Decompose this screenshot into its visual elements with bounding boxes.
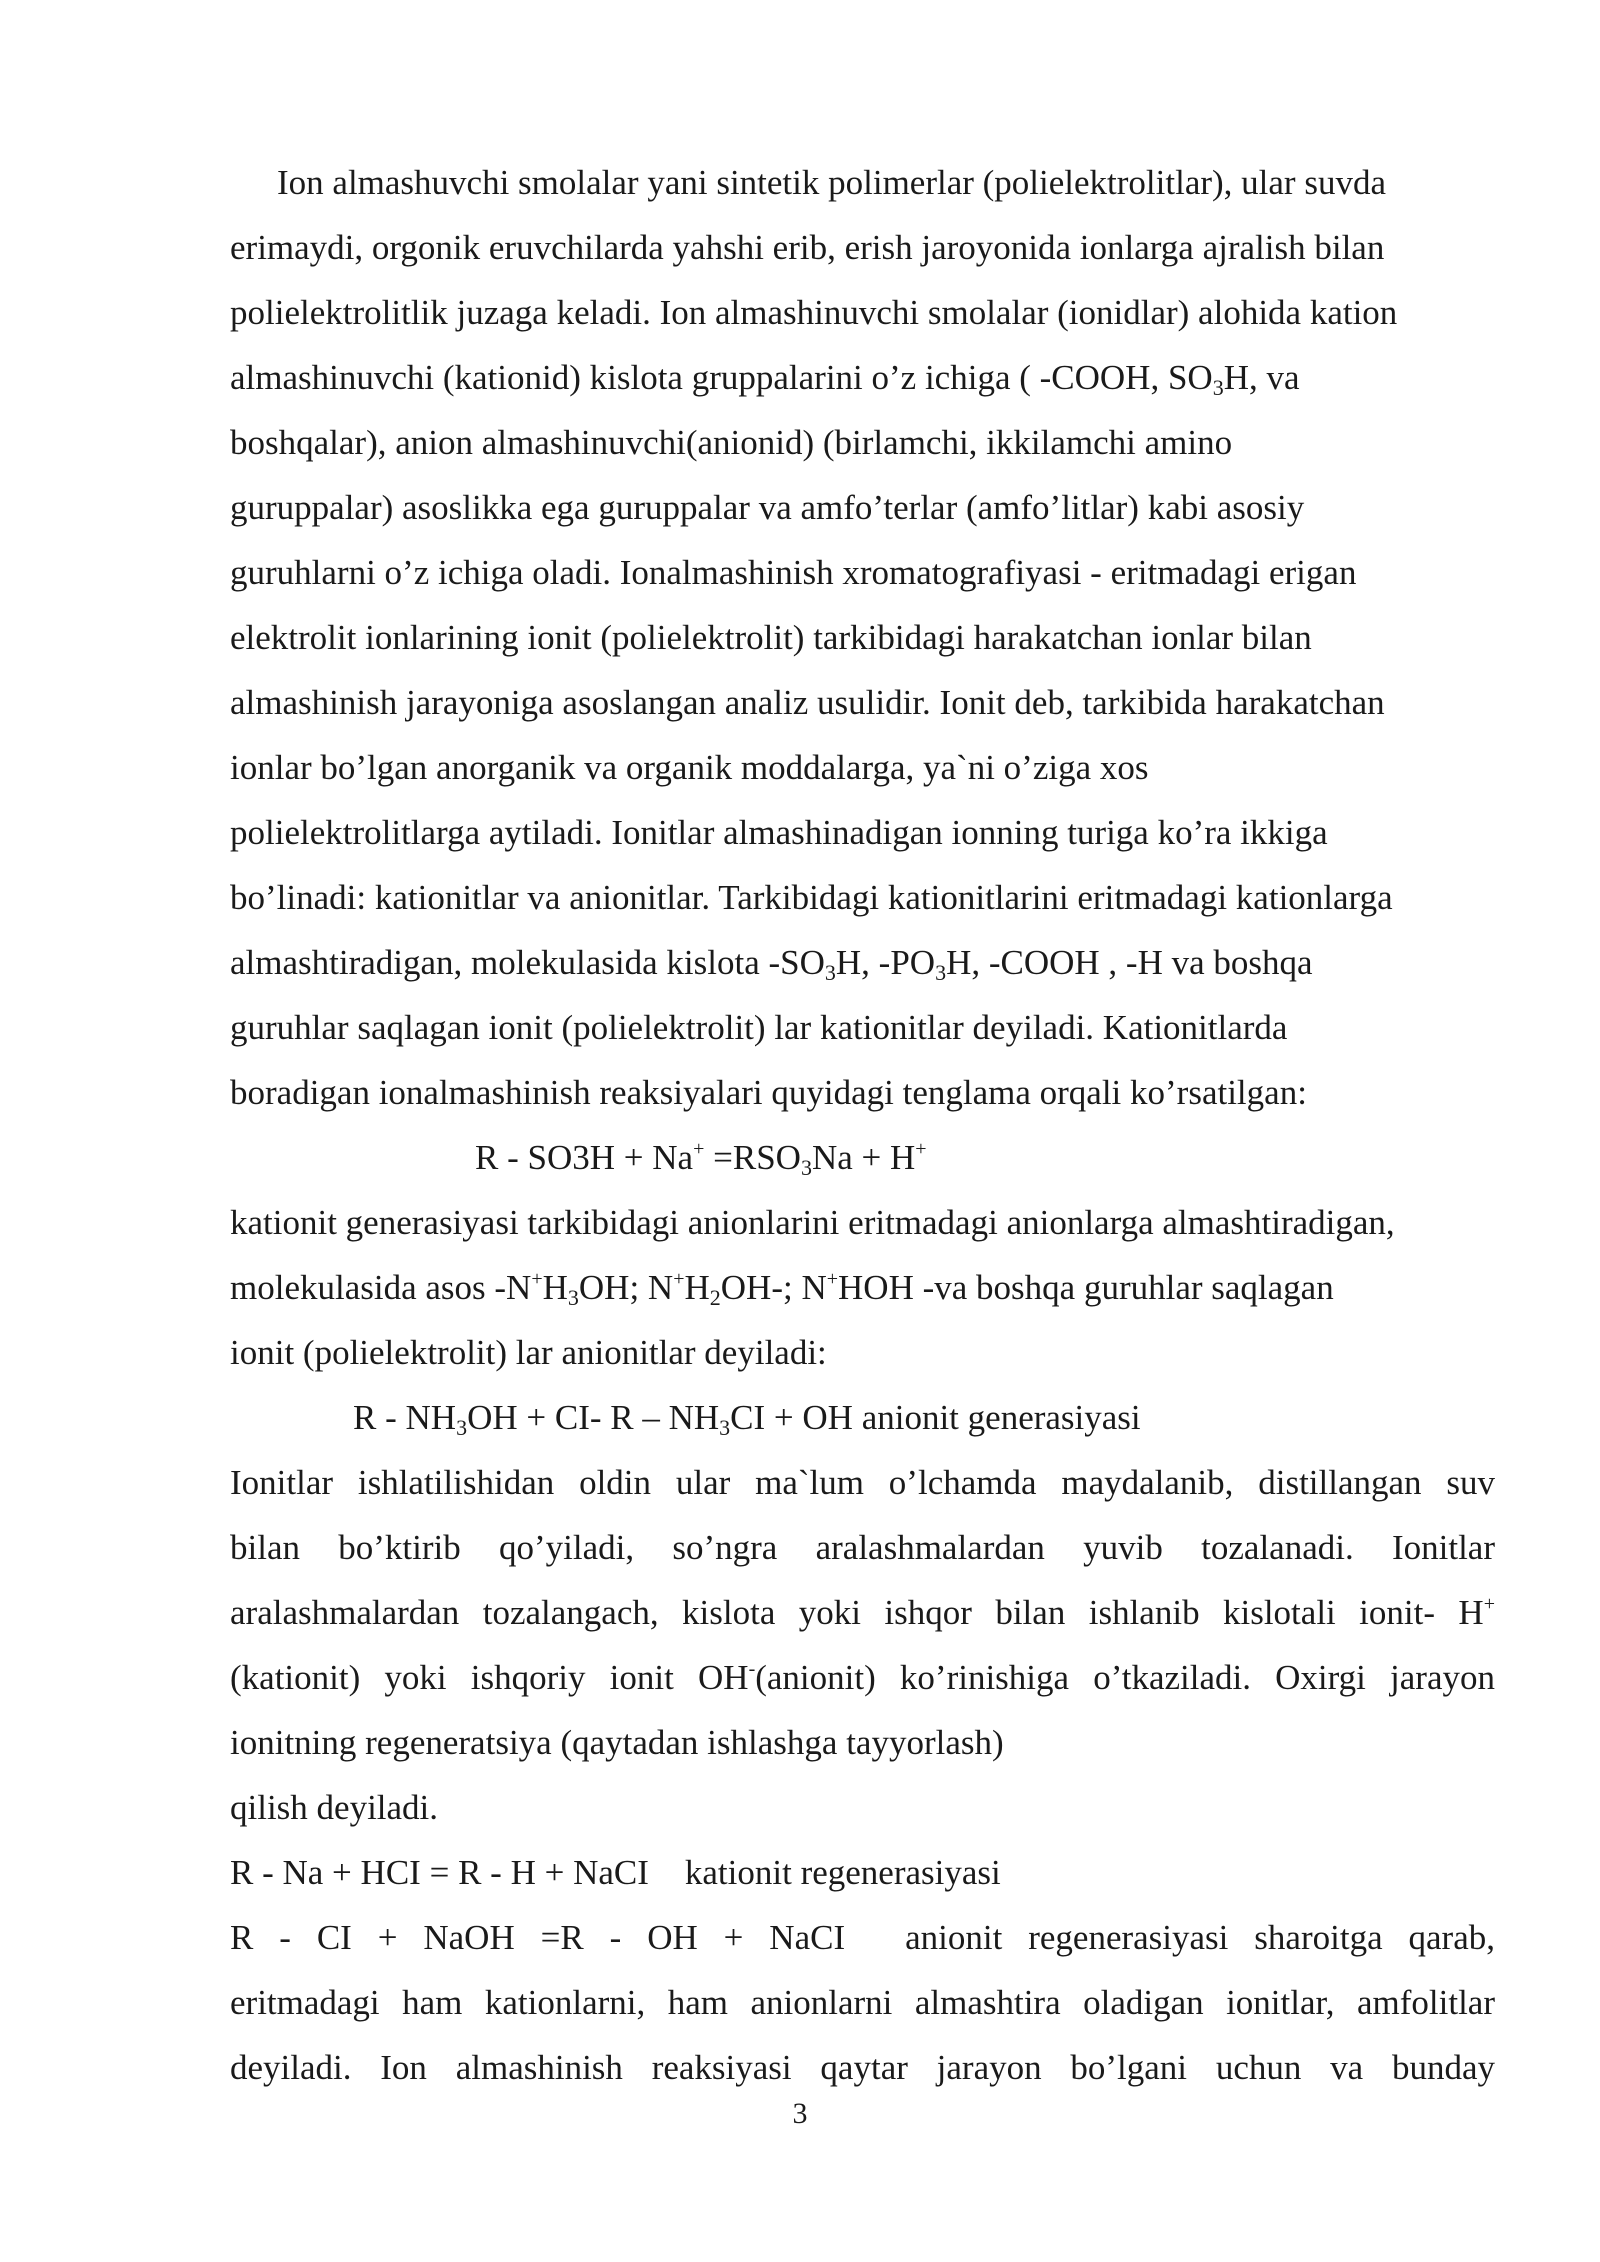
paragraph-line: almashtiradigan, molekulasida kislota $-SO_3H$, $-PO_3H$, -COOH , -H va boshqa — [230, 943, 1313, 985]
paragraph-line: eritmadagi ham kationlarni, ham anionlarni almashtira oladigan ionitlar, amfolitlar — [230, 1983, 1495, 2022]
body-text — [230, 150, 1495, 2100]
paragraph-line: aralashmalardan tozalangach, kislota yoki ishqor bilan ishlanib kislotali ionit- H+ — [230, 1593, 1495, 1632]
paragraph-line: bo’linadi: kationitlar va anionitlar. Tarkibidagi kationitlarini eritmadagi kationlarga — [230, 878, 1393, 917]
equation-kationit-generation: $R - SO3H + Na^+ =RSO_3Na + H^+$ — [475, 1138, 927, 1180]
paragraph-line: guruhlarni o’z ichiga oladi. Ionalmashinish xromatografiyasi - eritmadagi erigan — [230, 553, 1357, 592]
paragraph-line: molekulasida asos $-N^+H_3OH$; $N^+H_2OH-$; N+HOH -va boshqa guruhlar saqlagan — [230, 1268, 1334, 1310]
paragraph-line: ionitning regeneratsiya (qaytadan ishlashga tayyorlash) — [230, 1723, 1004, 1762]
paragraph-line: boshqalar), anion almashinuvchi(anionid) (birlamchi, ikkilamchi amino — [230, 423, 1233, 462]
paragraph-line: deyiladi. Ion almashinish reaksiyasi qaytar jarayon bo’lgani uchun va bunday — [230, 2048, 1495, 2087]
equation-anionit-generation: $R - NH_3OH + CI-$ R – $NH_3CI$ + OH anionit generasiyasi — [353, 1398, 1141, 1440]
paragraph-line: polielektrolitlarga aytiladi. Ionitlar almashinadigan ionning turiga ko’ra ikkiga — [230, 813, 1328, 852]
paragraph-line: kationit generasiyasi tarkibidagi anionlarini eritmadagi anionlarga almashtiradigan, — [230, 1203, 1395, 1242]
paragraph-line: guruhlar saqlagan ionit (polielektrolit) lar kationitlar deyiladi. Kationitlarda — [230, 1008, 1288, 1047]
paragraph-line: Ion almashuvchi smolalar yani sintetik polimerlar (polielektrolitlar), ular suvda — [277, 163, 1386, 202]
paragraph-line: qilish deyiladi. — [230, 1788, 439, 1827]
paragraph-line: elektrolit ionlarining ionit (polielektrolit) tarkibidagi harakatchan ionlar bilan — [230, 618, 1312, 657]
paragraph-line: almashinish jarayoniga asoslangan analiz usulidir. Ionit deb, tarkibida harakatchan — [230, 683, 1385, 722]
paragraph-line: bilan bo’ktirib qo’yiladi, so’ngra aralashmalardan yuvib tozalanadi. Ionitlar — [230, 1528, 1495, 1567]
paragraph-line: ionlar bo’lgan anorganik va organik moddalarga, ya`ni o’ziga xos — [230, 748, 1149, 787]
paragraph-line: guruppalar) asoslikka ega guruppalar va amfo’terlar (amfo’litlar) kabi asosiy — [230, 488, 1305, 527]
page-number: 3 — [792, 2097, 808, 2130]
paragraph-line: erimaydi, orgonik eruvchilarda yahshi erib, erish jaroyonida ionlarga ajralish bilan — [230, 228, 1385, 267]
paragraph-line: boradigan ionalmashinish reaksiyalari quyidagi tenglama orqali ko’rsatilgan: — [230, 1073, 1307, 1112]
paragraph-line: polielektrolitlik juzaga keladi. Ion almashinuvchi smolalar (ionidlar) alohida kation — [230, 293, 1398, 332]
equation-kationit-regeneration: R - Na + HCI = R - H + NaCI kationit regenerasiyasi — [230, 1853, 1001, 1892]
equation-anionit-regeneration: R - CI + NaOH =R - OH + NaCI anionit regenerasiyasi sharoitga qarab, — [230, 1918, 1495, 1957]
paragraph-line: Ionitlar ishlatilishidan oldin ular ma`lum o’lchamda maydalanib, distillangan suv — [230, 1463, 1495, 1502]
paragraph-line: almashinuvchi (kationid) kislota gruppalarini o’z ichiga ( -COOH, $SO_3H$, va — [230, 358, 1300, 400]
paragraph-line: ionit (polielektrolit) lar anionitlar deyiladi: — [230, 1333, 827, 1372]
paragraph-line: (kationit) yoki ishqoriy ionit OH-(anionit) ko’rinishiga o’tkaziladi. Oxirgi jarayon — [230, 1658, 1495, 1697]
